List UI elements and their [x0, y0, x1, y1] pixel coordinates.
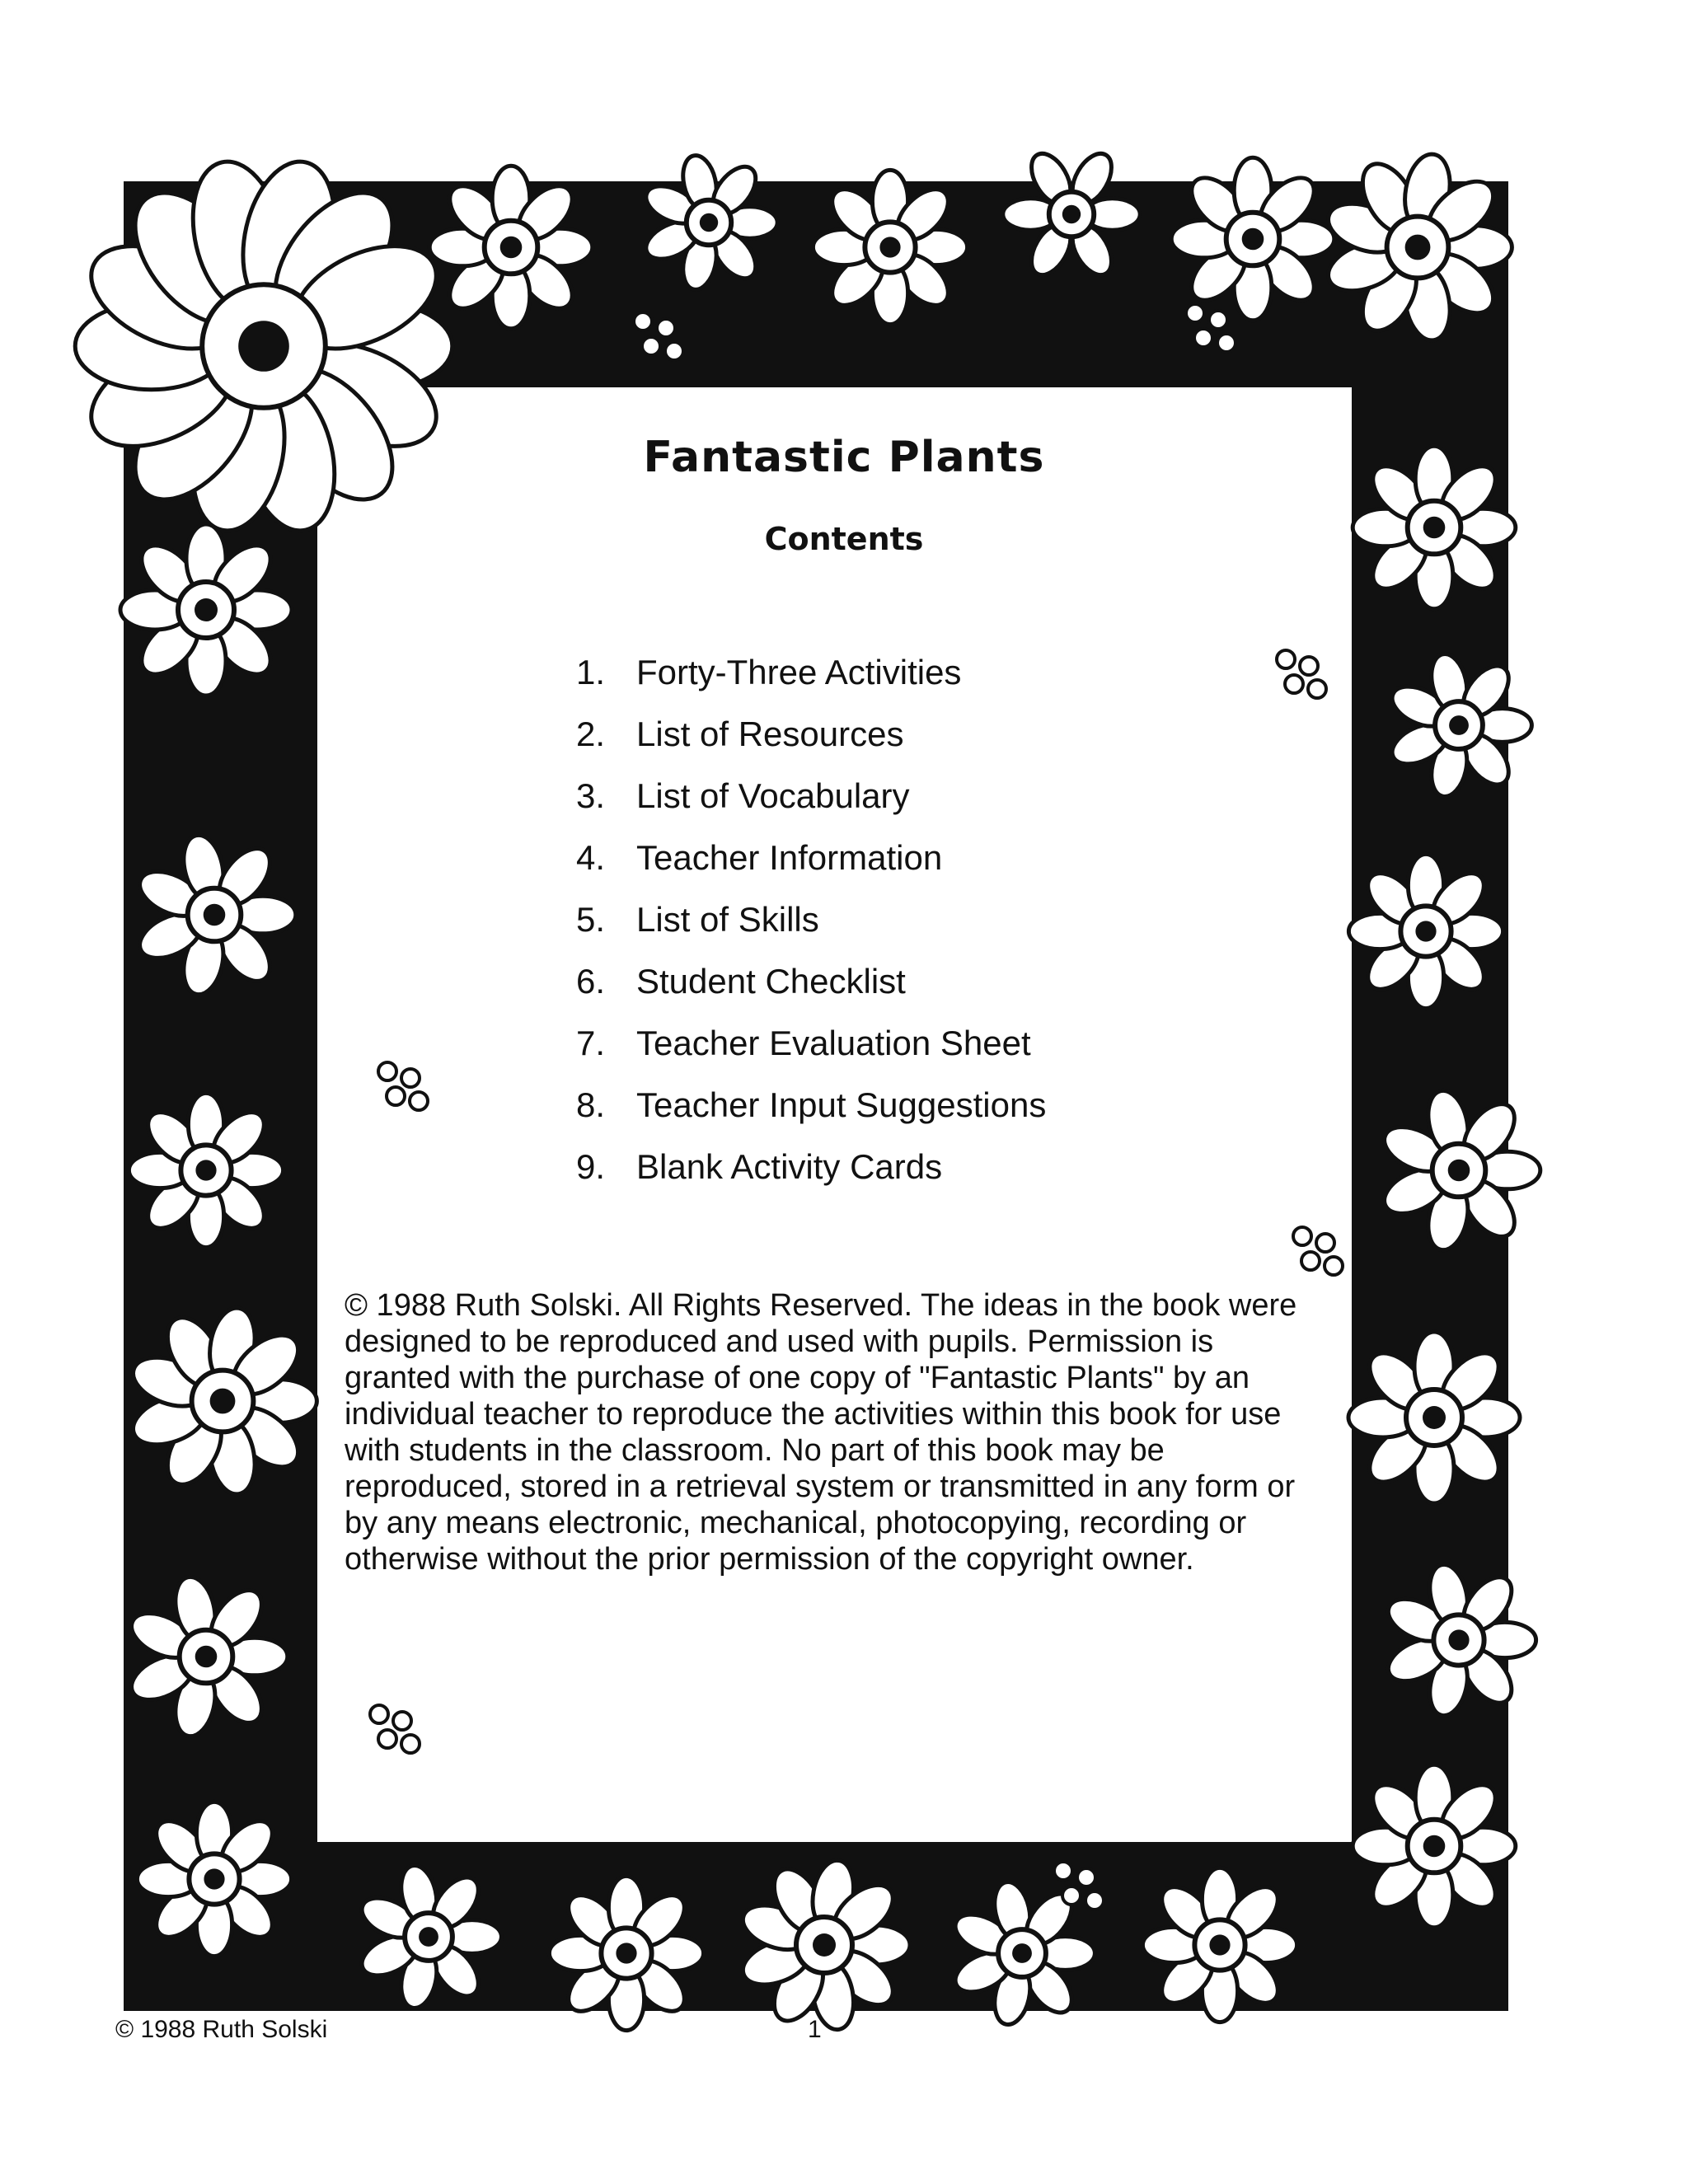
- toc-item-label: List of Skills: [636, 900, 819, 939]
- toc-item-number: 3.: [575, 776, 605, 815]
- contents-heading: Contents: [764, 521, 924, 557]
- toc-item-number: 5.: [575, 900, 605, 939]
- table-of-contents: [560, 653, 1046, 1209]
- copyright-notice: © 1988 Ruth Solski. All Rights Reserved. The ideas in the book were designed to be reproduced and used with pupils. Permission is granted with the purchase of one copy of "Fantastic Plants" by an individual teacher to reproduce the activities within this book for use with students in the classroom. No part of this book may be reproduced, stored in a retrieval system or transmitted in any form or by any means electronic, mechanical, photocopying, recording or otherwise without the prior permission of the copyright owner.: [345, 1288, 1297, 1577]
- toc-item: [560, 900, 1046, 962]
- toc-item: [560, 838, 1046, 900]
- toc-item-number: 2.: [575, 715, 605, 753]
- toc-item: [560, 1147, 1046, 1209]
- page-number: 1: [808, 2016, 822, 2043]
- toc-item-label: List of Resources: [636, 715, 904, 753]
- toc-item: [560, 1085, 1046, 1147]
- footer-copyright: © 1988 Ruth Solski: [115, 2016, 328, 2043]
- toc-item-number: 8.: [575, 1085, 605, 1124]
- toc-item-number: 1.: [575, 653, 605, 691]
- toc-item: [560, 715, 1046, 776]
- toc-item-label: List of Vocabulary: [636, 776, 910, 815]
- page-title: Fantastic Plants: [643, 433, 1045, 482]
- toc-item-label: Student Checklist: [636, 962, 906, 1001]
- toc-item-label: Teacher Input Suggestions: [636, 1085, 1047, 1124]
- toc-item-label: Teacher Evaluation Sheet: [636, 1024, 1031, 1062]
- toc-item-label: Blank Activity Cards: [636, 1147, 943, 1186]
- toc-item-number: 4.: [575, 838, 605, 877]
- toc-item-number: 6.: [575, 962, 605, 1001]
- toc-item: [560, 962, 1046, 1024]
- toc-item-label: Teacher Information: [636, 838, 943, 877]
- toc-item: [560, 776, 1046, 838]
- toc-item-number: 7.: [575, 1024, 605, 1062]
- toc-item-number: 9.: [575, 1147, 605, 1186]
- toc-item-label: Forty-Three Activities: [636, 653, 962, 691]
- toc-item: [560, 1024, 1046, 1085]
- toc-item: [560, 653, 1046, 715]
